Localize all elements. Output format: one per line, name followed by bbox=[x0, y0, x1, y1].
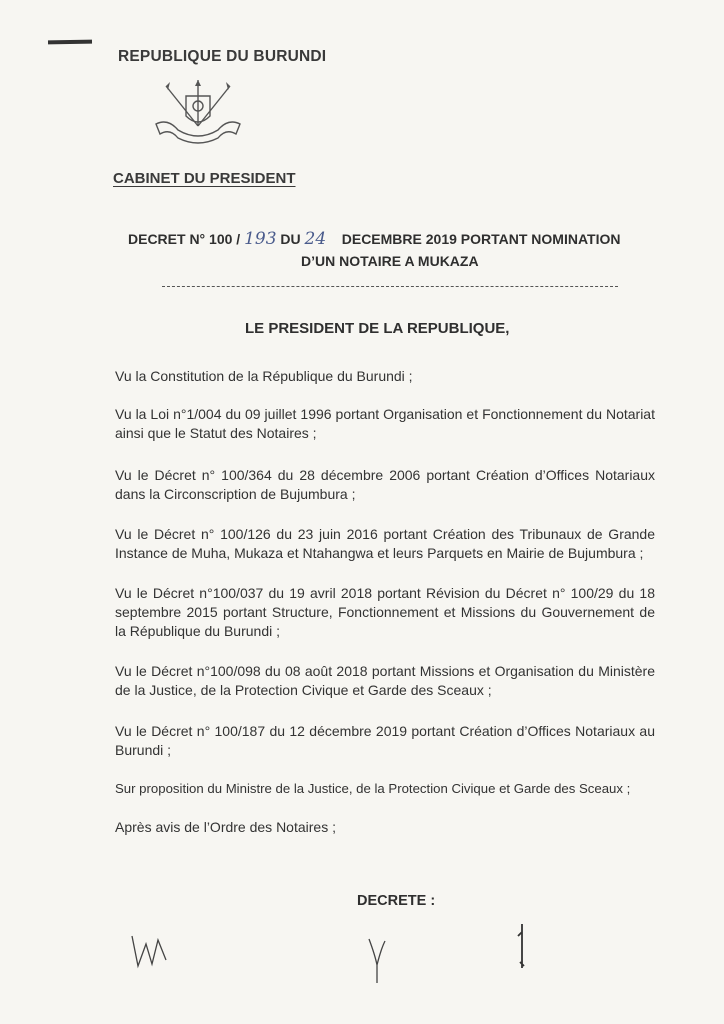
scan-mark bbox=[48, 40, 92, 45]
decree-title-line2: D’UN NOTAIRE A MUKAZA bbox=[301, 253, 479, 269]
visa-paragraph: Vu la Constitution de la République du Burundi ; bbox=[115, 368, 413, 384]
cabinet-heading: CABINET DU PRESIDENT bbox=[113, 170, 296, 187]
decree-day-handwritten: 24 bbox=[304, 229, 327, 249]
decree-title-line1: DECEMBRE 2019 PORTANT NOMINATION bbox=[341, 231, 621, 247]
visa-paragraph: Vu le Décret n° 100/364 du 28 décembre 2006 portant Création d’Offices Notariaux dans la Circonscription de Bujumbura ; bbox=[115, 467, 655, 502]
title-divider bbox=[162, 286, 618, 288]
decree-number-handwritten: 193 bbox=[244, 229, 277, 249]
visa-paragraph: Vu le Décret n°100/098 du 08 août 2018 portant Missions et Organisation du Ministère de la Justice, de la Protection Civique et Garde des Sceaux ; bbox=[115, 663, 655, 698]
visa-paragraph: Vu le Décret n° 100/187 du 12 décembre 2019 portant Création d’Offices Notariaux au Burundi ; bbox=[115, 723, 655, 758]
visa-paragraph: Sur proposition du Ministre de la Justice, de la Protection Civique et Garde des Sceaux ; bbox=[115, 781, 631, 796]
republic-heading: REPUBLIQUE DU BURUNDI bbox=[118, 48, 327, 65]
burundi-coat-of-arms-icon bbox=[148, 78, 248, 148]
visa-paragraph: Vu le Décret n° 100/126 du 23 juin 2016 portant Création des Tribunaux de Grande Instance de Muha, Mukaza et Ntahangwa et leurs Parquets en Mairie de Bujumbura ; bbox=[115, 526, 655, 561]
visa-paragraph: Vu le Décret n°100/037 du 19 avril 2018 portant Révision du Décret n° 100/29 du 18 septembre 2015 portant Structure, Fonctionnement et Missions du Gouvernement de la République du Burundi ; bbox=[115, 585, 655, 639]
decree-title bbox=[128, 228, 668, 272]
decree-prefix: DECRET N° 100 / bbox=[128, 231, 241, 247]
initials-signature bbox=[365, 935, 389, 985]
initials-signature bbox=[128, 930, 172, 970]
president-heading: LE PRESIDENT DE LA REPUBLIQUE, bbox=[245, 320, 510, 337]
decrete-heading: DECRETE : bbox=[357, 893, 436, 909]
initials-signature bbox=[510, 922, 534, 972]
visa-paragraph: Après avis de l’Ordre des Notaires ; bbox=[115, 819, 336, 835]
visa-paragraph: Vu la Loi n°1/004 du 09 juillet 1996 portant Organisation et Fonctionnement du Notariat ainsi que le Statut des Notaires ; bbox=[115, 406, 655, 441]
decree-du: DU bbox=[280, 231, 301, 247]
